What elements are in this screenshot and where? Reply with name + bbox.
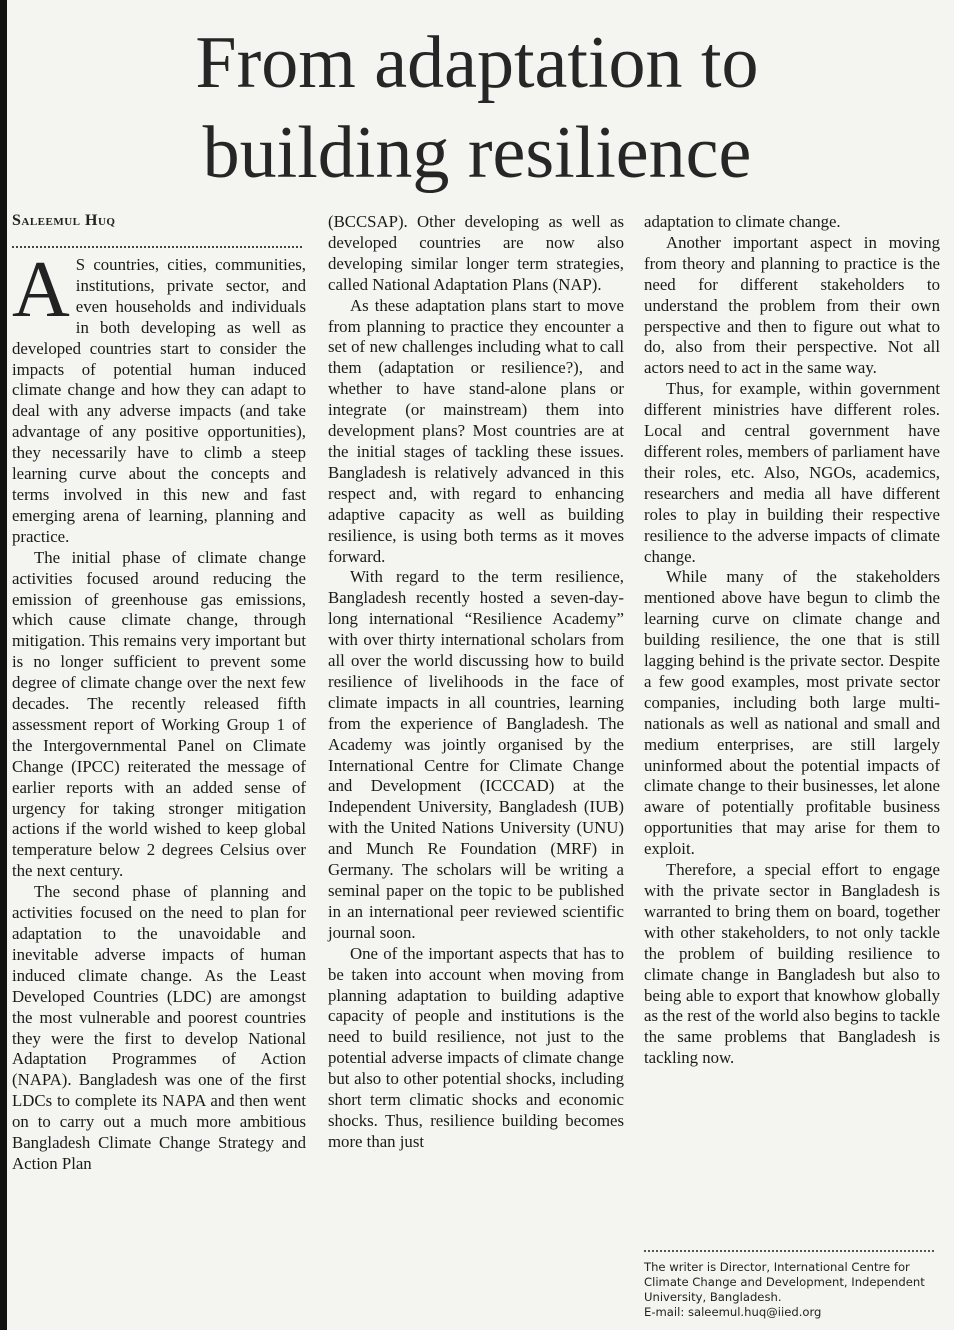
author-footnote [644,1260,940,1320]
paragraph: Another important aspect in moving from theory and planning to practice is the need for different stakeholders to understand the problem from their own perspective and then to figure out what to do, also from their perspective. Not all actors need to act in the same way. [644,232,940,378]
paragraph: The second phase of planning and activities focused on the need to plan for adaptation to the unavoidable and inevitable adverse impacts of human induced climate change. As the Least Developed Countries (LDC) are amongst the most vulnerable and poorest countries they were the first to develop National Adaptation Programmes of Action (NAPA). Bangladesh was one of the first LDCs to complete its NAPA and then went on to carry out a much more ambitious Bangladesh Climate Change Strategy and Action Plan [12,882,306,1173]
headline-line-2: building resilience [202,112,752,194]
byline: Saleemul Huq [12,212,116,229]
paragraph: Therefore, a special effort to engage with the private sector in Bangladesh is warranted to bring them on board, together with other stakeholders, to not only tackle the problem of building resilience to climate change in Bangladesh but also to being able to export that knowhow globally as the rest of the world also begins to tackle the same problems that Bangladesh is tackling now. [644,860,940,1068]
paragraph: The initial phase of climate change activities focused around reducing the emission of greenhouse gas emissions, which cause climate change, through mitigation. This remains very important but is no longer sufficient to prevent some degree of climate change over the next few decades. The recently released fifth assessment report of Working Group 1 of the Intergovernmental Panel on Climate Change (IPCC) reiterated the message of earlier reports with an added sense of urgency for taking stronger mitigation actions if the world wished to keep global temperature below 2 degrees Celsius over the next century. [12,547,306,881]
paragraph: Thus, for example, within government different ministries have different roles. Local and central government have different roles, members of parliament have their roles, etc. Also, NGOs, academics, researchers and media all have different roles to play in building their respective resilience to the adverse impacts of climate change. [644,379,940,566]
article-column-2 [328,212,624,1153]
author-email: E-mail: saleemul.huq@iied.org [644,1305,822,1319]
paragraph: (BCCSAP). Other developing as well as developed countries are now also developing similar longer term strategies, called National Adaptation Plans (NAP). [328,212,624,294]
lead-paragraph [12,246,306,548]
article-column-1 [12,246,306,1175]
footnote-divider [644,1250,934,1252]
paragraph: adaptation to climate change. [644,212,841,231]
page-edge [0,0,7,1330]
drop-cap: A [12,246,70,334]
author-bio: The writer is Director, International Centre for Climate Change and Development, Independent University, Bangladesh. [644,1260,925,1304]
lead-text: S countries, cities, communities, institutions, private sector, and even households and individuals in both developing as well as developed countries start to consider the impacts of potential human induced climate change and how they can adapt to deal with any adverse impacts (and take advantage of any positive opportunities), they necessarily have to climb a steep learning curve about the concepts and terms involved in this new and fast emerging arena of learning, planning and practice. [12,255,306,546]
headline-line-1: From adaptation to [195,22,759,104]
paragraph: As these adaptation plans start to move from planning to practice they encounter a set of new challenges including what to call them (adaptation or resilience?), and whether to have stand-alone plans or integrate (or mainstream) them into development plans? Most countries are at the initial stages of tackling these issues. Bangladesh is relatively advanced in this respect and, with regard to enhancing adaptive capacity as well as building resilience, is using both terms as it moves forward. [328,295,624,566]
article-column-3 [644,212,940,1069]
paragraph: With regard to the term resilience, Bangladesh recently hosted a seven-day-long international “Resilience Academy” with over thirty international scholars from all over the world discussing how to build resilience of livelihoods in the face of climate impacts in all countries, learning from the experience of Bangladesh. The Academy was jointly organised by the International Centre for Climate Change and Development (ICCCAD) at the Independent University, Bangladesh (IUB) with the United Nations University (UNU) and Munch Re Foundation (MRF) in Germany. The scholars will be writing a seminal paper on the topic to be published in an international peer reviewed scientific journal soon. [328,567,624,942]
paragraph: While many of the stakeholders mentioned above have begun to climb the learning curve on climate change and building resilience, the one that is still lagging behind is the private sector. Despite a few good examples, most private sector companies, including both large multi- nationals as well as national and small and medium enterprises, are still largely uninformed about the potential impacts of climate change to their businesses, let alone aware of potentially profitable business opportunities that may arise for them to exploit. [644,567,940,859]
paragraph: One of the important aspects that has to be taken into account when moving from planning adaptation to building adaptive capacity of people and institutions is the need to build resilience, not just to the potential adverse impacts of climate change but also to other potential shocks, including short term climatic shocks and economic shocks. Thus, resilience building becomes more than just [328,943,624,1151]
headline [0,18,954,198]
